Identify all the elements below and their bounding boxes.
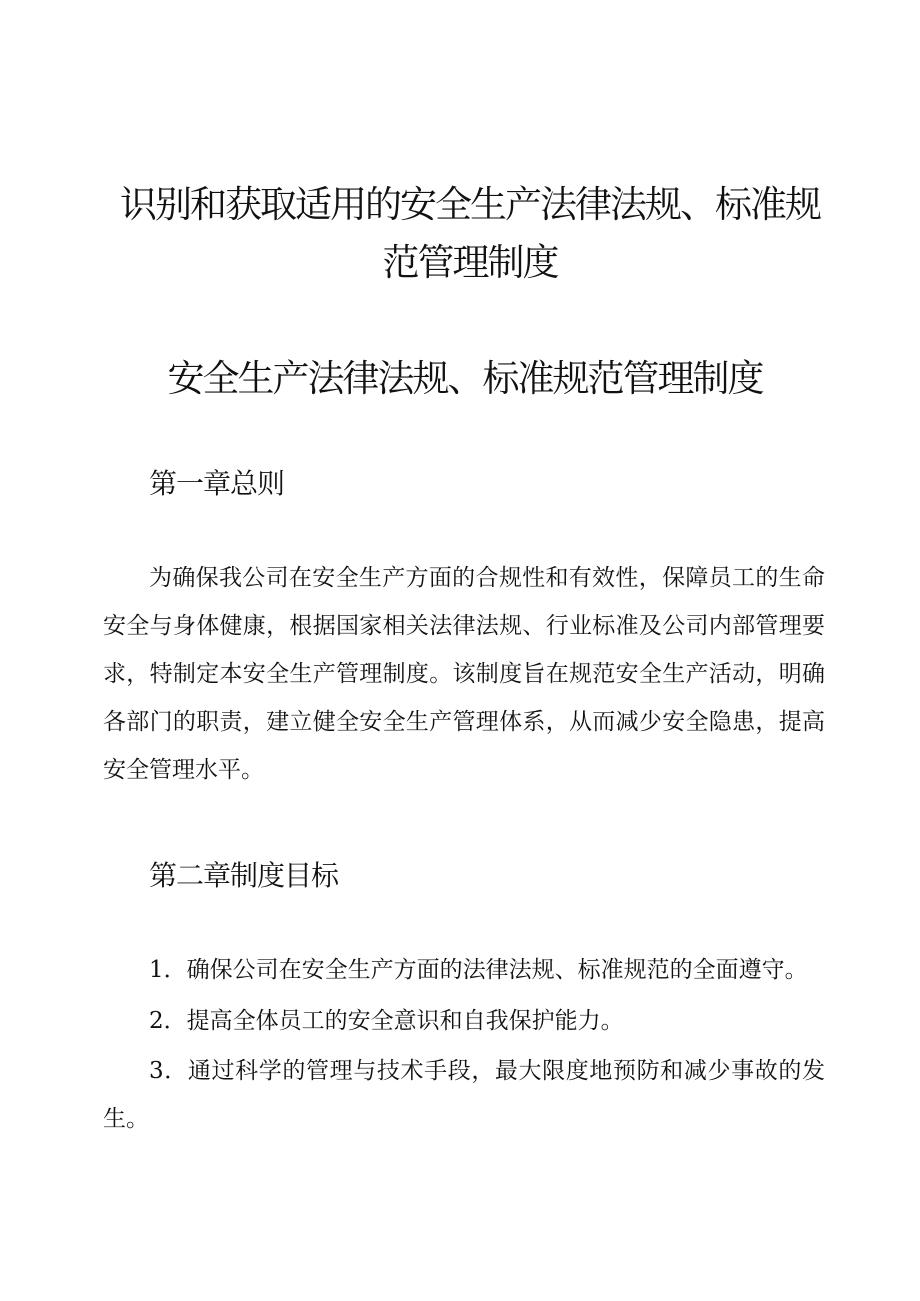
goal-item-1: 1．确保公司在安全生产方面的法律法规、标准规范的全面遵守。: [149, 957, 808, 983]
goal-item-3: 3．通过科学的管理与技术手段，最大限度地预防和减少事故的发生。: [103, 1058, 825, 1132]
goal-item-2: 2．提高全体员工的安全意识和自我保护能力。: [149, 1008, 624, 1034]
chapter-2-heading: 第二章制度目标: [149, 859, 339, 892]
chapter-1-paragraph: 为确保我公司在安全生产方面的合规性和有效性，保障员工的生命安全与身体健康，根据国家相关法律法规、行业标准及公司内部管理要求，特制定本安全生产管理制度。该制度旨在规范安全生产活动，明确各部门的职责，建立健全安全生产管理体系，从而减少安全隐患，提高安全管理水平。: [103, 565, 825, 783]
document-subtitle: 安全生产法律法规、标准规范管理制度: [167, 357, 763, 400]
document-title: 识别和获取适用的安全生产法律法规、标准规范管理制度: [120, 183, 820, 284]
chapter-1-heading: 第一章总则: [149, 467, 285, 500]
